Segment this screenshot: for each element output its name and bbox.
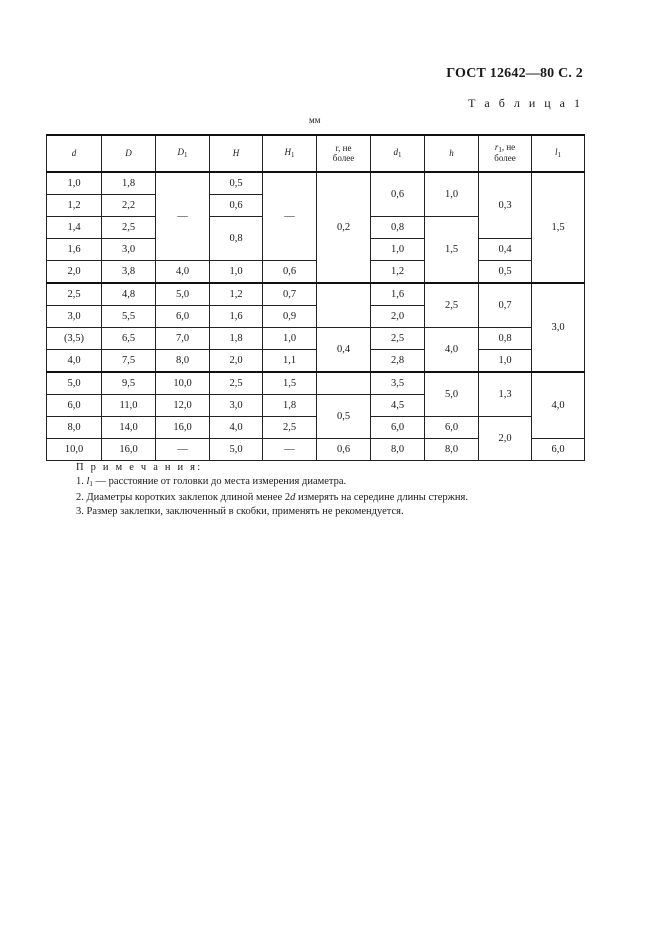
table-row — [47, 172, 585, 195]
col-header-d: d — [47, 135, 102, 172]
note-2: 2. Диаметры коротких заклепок длиной менее 2d измерять на середине длины стержня. — [76, 492, 468, 503]
table-row — [47, 283, 585, 306]
cell-h: 8,0 — [425, 439, 479, 461]
cell-r1: 1,0 — [479, 350, 532, 373]
cell-H: 1,8 — [210, 328, 263, 350]
cell-D: 9,5 — [102, 372, 156, 395]
cell-d1: 6,0 — [371, 417, 425, 439]
cell-D1: 4,0 — [156, 261, 210, 284]
cell-h: 2,5 — [425, 283, 479, 328]
cell-d: 5,0 — [47, 372, 102, 395]
cell-d: 2,5 — [47, 283, 102, 306]
cell-h: 5,0 — [425, 372, 479, 417]
cell-H: 0,5 — [210, 172, 263, 195]
cell-H: 1,0 — [210, 261, 263, 284]
cell-d: 6,0 — [47, 395, 102, 417]
cell-D: 4,8 — [102, 283, 156, 306]
cell-H: 1,2 — [210, 283, 263, 306]
cell-D: 3,0 — [102, 239, 156, 261]
cell-r1: 0,5 — [479, 261, 532, 284]
cell-r: 0,2 — [317, 172, 371, 283]
cell-r1: 0,7 — [479, 283, 532, 328]
cell-H: 4,0 — [210, 417, 263, 439]
table-row — [47, 372, 585, 395]
cell-l1: 3,0 — [532, 283, 585, 372]
cell-h: 4,0 — [425, 328, 479, 373]
cell-r1: 0,4 — [479, 239, 532, 261]
cell-r1: 2,0 — [479, 417, 532, 461]
col-header-r1: $r_1$, не более — [479, 135, 532, 172]
cell-d: 1,4 — [47, 217, 102, 239]
cell-d: 10,0 — [47, 439, 102, 461]
header-row — [47, 135, 585, 172]
cell-d1: 2,0 — [371, 306, 425, 328]
document-reference: ГОСТ 12642—80 С. 2 — [446, 66, 583, 81]
notes-section — [76, 461, 468, 518]
cell-D: 6,5 — [102, 328, 156, 350]
cell-D: 1,8 — [102, 172, 156, 195]
cell-H: 2,0 — [210, 350, 263, 373]
cell-H: 0,8 — [210, 217, 263, 261]
cell-H1: 1,0 — [263, 328, 317, 350]
col-header-r: r, не более — [317, 135, 371, 172]
cell-r1: 0,3 — [479, 172, 532, 239]
cell-D1: 6,0 — [156, 306, 210, 328]
cell-D1: — — [156, 172, 210, 261]
cell-H1: 0,9 — [263, 306, 317, 328]
cell-H1: — — [263, 172, 317, 261]
cell-D1: — — [156, 439, 210, 461]
table-caption: Т а б л и ц а 1 — [468, 96, 583, 110]
cell-l1: 6,0 — [532, 439, 585, 461]
cell-r: 0,6 — [317, 439, 371, 461]
cell-H: 1,6 — [210, 306, 263, 328]
cell-r-blank — [317, 283, 371, 328]
cell-r-blank — [317, 372, 371, 395]
cell-d: 1,6 — [47, 239, 102, 261]
cell-d: 1,0 — [47, 172, 102, 195]
table-row — [47, 261, 585, 284]
cell-D: 11,0 — [102, 395, 156, 417]
cell-d1: 0,6 — [371, 172, 425, 217]
cell-d: 3,0 — [47, 306, 102, 328]
cell-D1: 12,0 — [156, 395, 210, 417]
cell-D1: 10,0 — [156, 372, 210, 395]
cell-D1: 8,0 — [156, 350, 210, 373]
cell-D: 2,5 — [102, 217, 156, 239]
cell-d: (3,5) — [47, 328, 102, 350]
cell-d1: 2,5 — [371, 328, 425, 350]
cell-H1: 1,5 — [263, 372, 317, 395]
col-header-D: D — [102, 135, 156, 172]
cell-d1: 1,2 — [371, 261, 425, 284]
cell-D: 7,5 — [102, 350, 156, 373]
cell-H: 0,6 — [210, 195, 263, 217]
cell-r: 0,4 — [317, 328, 371, 373]
col-header-H: H — [210, 135, 263, 172]
cell-d1: 3,5 — [371, 372, 425, 395]
cell-d1: 1,0 — [371, 239, 425, 261]
col-header-H1: $H_1$ — [263, 135, 317, 172]
cell-d1: 8,0 — [371, 439, 425, 461]
table-row — [47, 350, 585, 373]
note-1: 1. $l_1$ — расстояние от головки до места измерения диаметра. — [76, 475, 347, 488]
unit-label: мм — [309, 115, 321, 125]
cell-D: 16,0 — [102, 439, 156, 461]
cell-H: 5,0 — [210, 439, 263, 461]
cell-D: 3,8 — [102, 261, 156, 284]
cell-D: 2,2 — [102, 195, 156, 217]
col-header-d1: $d_1$ — [371, 135, 425, 172]
cell-d1: 0,8 — [371, 217, 425, 239]
cell-h: 6,0 — [425, 417, 479, 439]
col-header-D1: $D_1$ — [156, 135, 210, 172]
table-row — [47, 328, 585, 350]
table-row — [47, 417, 585, 439]
notes-title: П р и м е ч а н и я: — [76, 462, 203, 473]
dimensions-table — [46, 134, 585, 461]
cell-H1: 1,8 — [263, 395, 317, 417]
col-header-h: h — [425, 135, 479, 172]
cell-r1: 1,3 — [479, 372, 532, 417]
cell-d: 8,0 — [47, 417, 102, 439]
cell-r: 0,5 — [317, 395, 371, 439]
cell-D1: 5,0 — [156, 283, 210, 306]
cell-d1: 4,5 — [371, 395, 425, 417]
cell-d: 1,2 — [47, 195, 102, 217]
cell-H1: 1,1 — [263, 350, 317, 373]
col-header-l1: $l_1$ — [532, 135, 585, 172]
cell-r1: 0,8 — [479, 328, 532, 350]
cell-d1: 2,8 — [371, 350, 425, 373]
cell-D1: 16,0 — [156, 417, 210, 439]
cell-H1: — — [263, 439, 317, 461]
cell-H: 2,5 — [210, 372, 263, 395]
cell-D: 14,0 — [102, 417, 156, 439]
cell-H1: 2,5 — [263, 417, 317, 439]
cell-h: 1,0 — [425, 172, 479, 217]
cell-d: 2,0 — [47, 261, 102, 284]
cell-H1: 0,6 — [263, 261, 317, 284]
note-3: 3. Размер заклепки, заключенный в скобки, применять не рекомендуется. — [76, 505, 404, 517]
cell-H: 3,0 — [210, 395, 263, 417]
cell-D: 5,5 — [102, 306, 156, 328]
cell-D1: 7,0 — [156, 328, 210, 350]
cell-l1: 1,5 — [532, 172, 585, 283]
cell-d1: 1,6 — [371, 283, 425, 306]
cell-h: 1,5 — [425, 217, 479, 284]
cell-d: 4,0 — [47, 350, 102, 373]
cell-l1: 4,0 — [532, 372, 585, 439]
cell-H1: 0,7 — [263, 283, 317, 306]
